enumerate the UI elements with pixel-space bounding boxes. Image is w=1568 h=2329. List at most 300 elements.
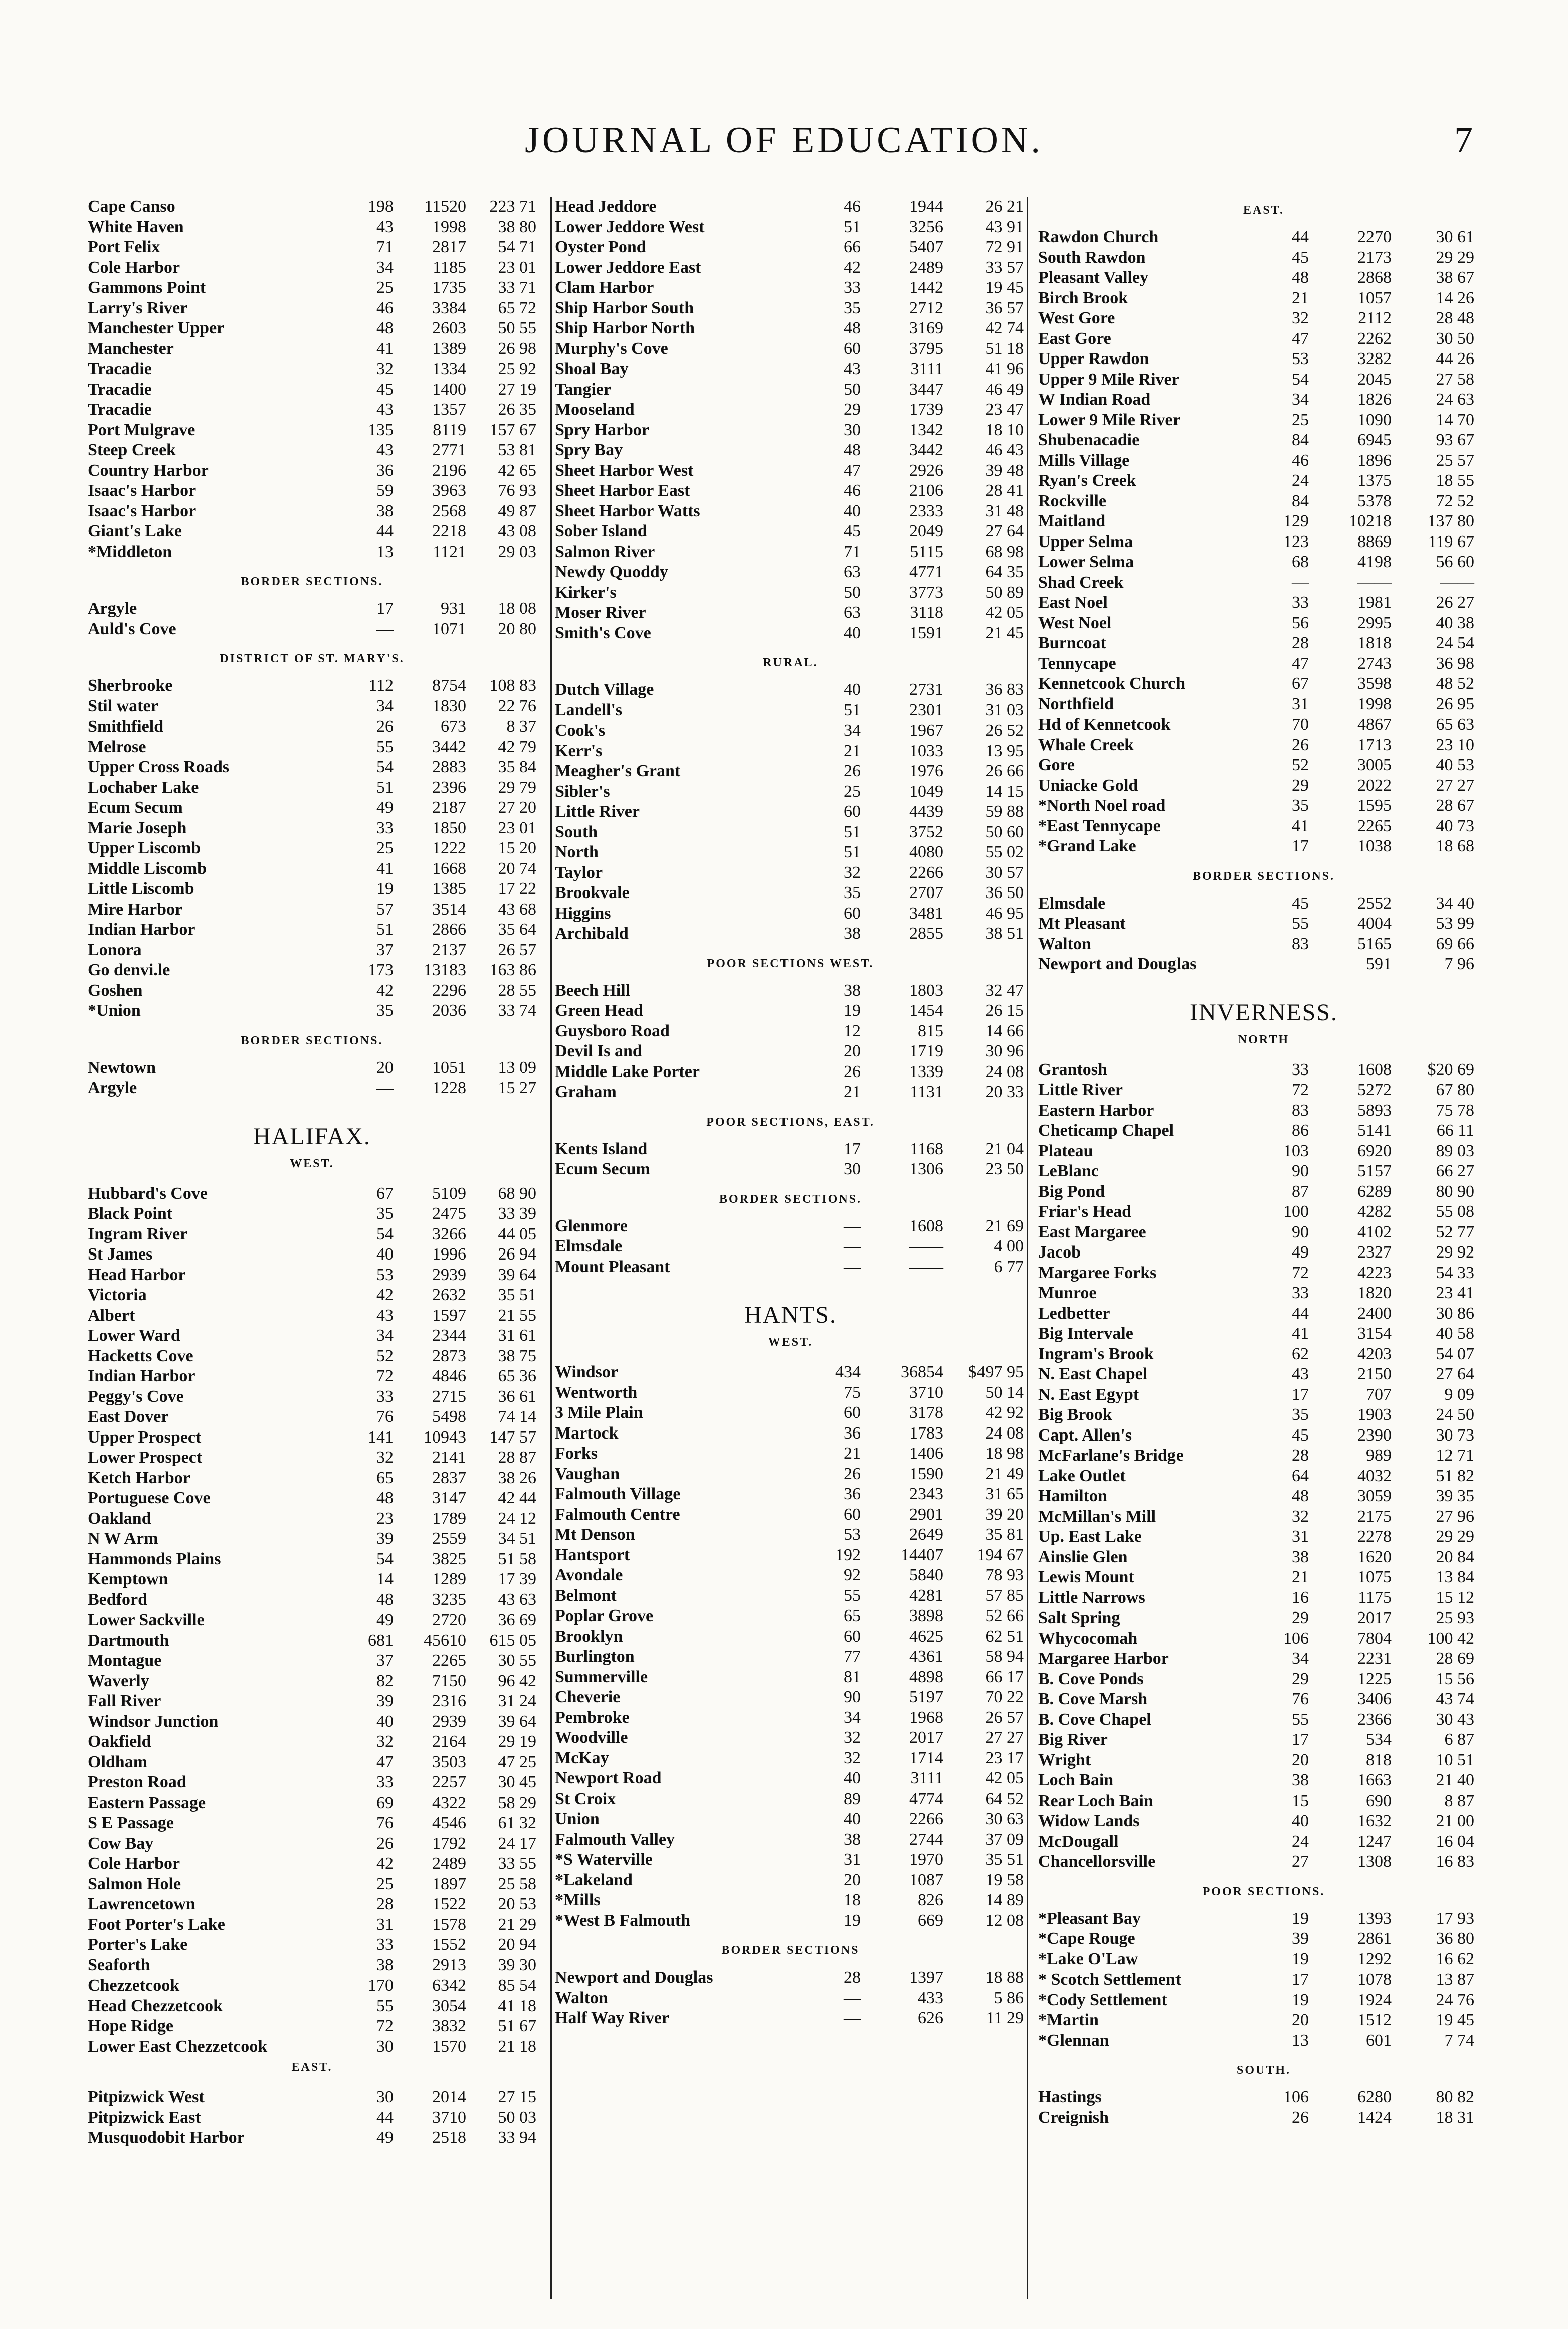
grant-amount: 26 66 bbox=[985, 762, 1024, 781]
section-name: S E Passage bbox=[88, 1815, 174, 1832]
grant-amount: 12 71 bbox=[1436, 1446, 1474, 1465]
aggregate-attendance: 1057 bbox=[1357, 288, 1392, 307]
grant-amount: 18 08 bbox=[498, 599, 536, 618]
aggregate-attendance: 931 bbox=[441, 599, 466, 618]
section-name: Lonora bbox=[88, 941, 142, 959]
grant-amount: 8 37 bbox=[506, 717, 536, 736]
aggregate-attendance: 1739 bbox=[909, 400, 943, 419]
grant-amount: 20 80 bbox=[498, 619, 536, 638]
aggregate-attendance: 2231 bbox=[1357, 1649, 1392, 1668]
section-heading: BORDER SECTIONS. bbox=[241, 575, 383, 588]
section-name: Northfield bbox=[1038, 695, 1114, 713]
table-row bbox=[88, 1488, 536, 1509]
grant-amount: 42 05 bbox=[985, 1769, 1024, 1788]
section-heading: SOUTH. bbox=[1236, 2064, 1291, 2077]
days-attended: 44 bbox=[376, 2108, 394, 2127]
grant-amount: 28 48 bbox=[1436, 309, 1474, 328]
aggregate-attendance: 1168 bbox=[910, 1139, 943, 1158]
days-attended: 49 bbox=[376, 798, 394, 817]
days-attended: 21 bbox=[1292, 1568, 1309, 1587]
section-name: South bbox=[555, 823, 598, 841]
days-attended: 40 bbox=[844, 1810, 861, 1829]
table-row bbox=[1038, 1202, 1489, 1222]
table-row bbox=[88, 1996, 536, 2017]
section-name: Kirker's bbox=[555, 584, 617, 601]
aggregate-attendance: 5407 bbox=[909, 238, 943, 257]
table-row bbox=[88, 521, 536, 542]
grant-amount: 615 05 bbox=[489, 1631, 536, 1650]
aggregate-attendance: 2164 bbox=[432, 1732, 466, 1751]
section-name: Preston Road bbox=[88, 1774, 186, 1791]
table-row bbox=[88, 2037, 536, 2057]
days-attended: 41 bbox=[1292, 816, 1309, 835]
grant-amount: 26 57 bbox=[498, 940, 536, 959]
days-attended: 38 bbox=[844, 924, 861, 943]
grant-amount: 14 89 bbox=[985, 1891, 1024, 1910]
section-name: Indian Harbor bbox=[88, 1368, 195, 1385]
table-row bbox=[1038, 1080, 1489, 1101]
aggregate-attendance: 1792 bbox=[432, 1834, 466, 1853]
table-row bbox=[1038, 1121, 1489, 1141]
aggregate-attendance: 1608 bbox=[1357, 1060, 1392, 1079]
days-attended: 32 bbox=[376, 1732, 394, 1751]
days-attended: 77 bbox=[844, 1647, 861, 1666]
aggregate-attendance: 1393 bbox=[1357, 1909, 1392, 1928]
aggregate-attendance: 1632 bbox=[1357, 1812, 1392, 1831]
table-row bbox=[555, 1236, 1026, 1257]
section-name: Sheet Harbor Watts bbox=[555, 502, 700, 520]
aggregate-attendance: 10218 bbox=[1349, 512, 1392, 531]
county-heading: INVERNESS. bbox=[1189, 999, 1338, 1026]
aggregate-attendance: 1090 bbox=[1357, 410, 1392, 429]
aggregate-attendance: 2036 bbox=[432, 1001, 466, 1020]
grant-amount: 25 92 bbox=[498, 360, 536, 379]
table-row bbox=[88, 1306, 536, 1326]
grant-amount: 53 99 bbox=[1436, 914, 1474, 933]
days-attended: 38 bbox=[1292, 1547, 1309, 1566]
section-name: Salmon River bbox=[555, 543, 655, 561]
section-name: Brooklyn bbox=[555, 1628, 623, 1645]
days-attended: 42 bbox=[376, 1286, 394, 1305]
section-name: Head Harbor bbox=[88, 1266, 186, 1284]
table-row bbox=[88, 1184, 536, 1204]
section-name: Port Felix bbox=[88, 239, 160, 256]
section-name: N. East Chapel bbox=[1038, 1366, 1148, 1383]
aggregate-attendance: 4004 bbox=[1357, 914, 1392, 933]
grant-amount: 28 87 bbox=[498, 1448, 536, 1467]
grant-amount: 26 52 bbox=[985, 721, 1024, 740]
grant-amount: 55 08 bbox=[1436, 1202, 1474, 1221]
days-attended: 37 bbox=[376, 940, 394, 959]
section-name: Mt Pleasant bbox=[1038, 915, 1126, 933]
grant-amount: 23 47 bbox=[985, 400, 1024, 419]
section-name: Windsor bbox=[555, 1364, 618, 1381]
table-row bbox=[1038, 268, 1489, 288]
days-attended: 38 bbox=[376, 1955, 394, 1975]
section-name: Sheet Harbor West bbox=[555, 462, 694, 479]
days-attended: 33 bbox=[376, 818, 394, 837]
days-attended: 32 bbox=[1292, 1507, 1309, 1526]
section-name: Spry Bay bbox=[555, 442, 623, 459]
days-attended: 63 bbox=[844, 563, 861, 582]
days-attended: 30 bbox=[376, 2088, 394, 2107]
section-name: Newdy Quoddy bbox=[555, 564, 668, 581]
grant-amount: 19 45 bbox=[1436, 2011, 1474, 2030]
grant-amount: 30 43 bbox=[1436, 1710, 1474, 1729]
section-name: McMillan's Mill bbox=[1038, 1508, 1156, 1525]
table-row bbox=[1038, 593, 1489, 613]
aggregate-attendance: 1830 bbox=[432, 696, 466, 715]
aggregate-attendance: 818 bbox=[1366, 1750, 1392, 1769]
section-name: Sober Island bbox=[555, 523, 647, 541]
days-attended: 52 bbox=[376, 1346, 394, 1365]
section-name: Indian Harbor bbox=[88, 921, 195, 939]
table-row bbox=[1038, 329, 1489, 349]
aggregate-attendance: 626 bbox=[918, 2009, 943, 2028]
days-attended: 68 bbox=[1292, 553, 1309, 572]
aggregate-attendance: 4546 bbox=[432, 1814, 466, 1833]
table-section bbox=[88, 1123, 536, 1150]
table-row bbox=[1038, 954, 1489, 975]
section-name: Shubenacadie bbox=[1038, 432, 1140, 449]
section-name: McFarlane's Bridge bbox=[1038, 1447, 1184, 1465]
table-section bbox=[88, 575, 536, 639]
aggregate-attendance: 11520 bbox=[424, 197, 466, 216]
aggregate-attendance: 534 bbox=[1366, 1730, 1392, 1749]
grant-amount: 24 12 bbox=[498, 1509, 536, 1528]
aggregate-attendance: 989 bbox=[1366, 1446, 1392, 1465]
grant-amount: 18 68 bbox=[1436, 837, 1474, 856]
section-name: Little River bbox=[555, 803, 640, 821]
days-attended: 90 bbox=[844, 1688, 861, 1707]
grant-amount: 28 69 bbox=[1436, 1649, 1474, 1668]
aggregate-attendance: 2173 bbox=[1357, 248, 1392, 267]
grant-amount: 57 85 bbox=[985, 1586, 1024, 1605]
table-row bbox=[88, 1244, 536, 1265]
section-name: Hastings bbox=[1038, 2089, 1102, 2106]
grant-amount: 21 45 bbox=[985, 623, 1024, 642]
days-attended: 26 bbox=[844, 1464, 861, 1483]
table-row bbox=[1038, 430, 1489, 451]
section-name: Ledbetter bbox=[1038, 1305, 1110, 1322]
grant-amount: 21 69 bbox=[985, 1216, 1024, 1235]
aggregate-attendance: 1397 bbox=[909, 1968, 943, 1987]
grant-amount: 39 64 bbox=[498, 1712, 536, 1731]
table-row bbox=[88, 2016, 536, 2037]
days-attended: 75 bbox=[844, 1383, 861, 1402]
aggregate-attendance: 2049 bbox=[909, 522, 943, 541]
aggregate-attendance: 3282 bbox=[1357, 349, 1392, 369]
days-attended: 20 bbox=[844, 1042, 861, 1061]
table-row bbox=[1038, 370, 1489, 390]
table-row bbox=[88, 1671, 536, 1692]
section-name: Maitland bbox=[1038, 513, 1106, 530]
aggregate-attendance: 4898 bbox=[909, 1667, 943, 1686]
table-row bbox=[1038, 227, 1489, 248]
grant-amount: 93 67 bbox=[1436, 431, 1474, 450]
table-row bbox=[1038, 491, 1489, 512]
days-attended: 106 bbox=[1283, 1629, 1309, 1648]
grant-amount: 9 09 bbox=[1444, 1385, 1474, 1404]
grant-amount: 43 08 bbox=[498, 522, 536, 541]
section-name: Sheet Harbor East bbox=[555, 482, 690, 500]
table-row bbox=[1038, 1182, 1489, 1202]
days-attended: 15 bbox=[1292, 1791, 1309, 1810]
table-row bbox=[88, 1326, 536, 1346]
section-name: South Rawdon bbox=[1038, 249, 1146, 266]
table-row bbox=[555, 1362, 1026, 1383]
aggregate-attendance: 3447 bbox=[909, 380, 943, 399]
grant-amount: 24 50 bbox=[1436, 1405, 1474, 1424]
section-name: Avondale bbox=[555, 1567, 623, 1584]
aggregate-attendance: 2873 bbox=[432, 1346, 466, 1365]
aggregate-attendance: 1175 bbox=[1358, 1588, 1392, 1607]
aggregate-attendance: 5893 bbox=[1357, 1101, 1392, 1120]
table-row bbox=[88, 676, 536, 696]
days-attended: 43 bbox=[376, 400, 394, 419]
aggregate-attendance: 1247 bbox=[1357, 1832, 1392, 1851]
days-attended: 12 bbox=[844, 1021, 861, 1040]
table-row bbox=[555, 1525, 1026, 1545]
aggregate-attendance: 2715 bbox=[432, 1387, 466, 1406]
grant-amount: 50 03 bbox=[498, 2108, 536, 2127]
table-row bbox=[555, 904, 1026, 924]
grant-amount: 59 88 bbox=[985, 802, 1024, 821]
aggregate-attendance: 2475 bbox=[432, 1204, 466, 1223]
days-attended: 53 bbox=[844, 1525, 861, 1544]
aggregate-attendance: 1663 bbox=[1357, 1771, 1392, 1790]
days-attended: 36 bbox=[844, 1423, 861, 1443]
table-row bbox=[88, 1058, 536, 1079]
grant-amount: 21 55 bbox=[498, 1306, 536, 1325]
days-attended: 48 bbox=[376, 319, 394, 338]
grant-amount: 11 29 bbox=[986, 2009, 1024, 2028]
section-name: Hantsport bbox=[555, 1546, 630, 1564]
table-row bbox=[555, 318, 1026, 339]
aggregate-attendance: 3169 bbox=[909, 319, 943, 338]
table-row bbox=[1038, 934, 1489, 955]
table-row bbox=[555, 1586, 1026, 1606]
aggregate-attendance: 4203 bbox=[1357, 1344, 1392, 1363]
grant-amount: 27 15 bbox=[498, 2088, 536, 2107]
table-section bbox=[555, 1301, 1026, 1329]
section-name: Cook's bbox=[555, 722, 606, 740]
section-heading: POOR SECTIONS, EAST. bbox=[706, 1115, 875, 1129]
grant-amount: $497 95 bbox=[968, 1363, 1024, 1382]
aggregate-attendance: 2014 bbox=[432, 2088, 466, 2107]
aggregate-attendance: 2266 bbox=[909, 863, 943, 882]
aggregate-attendance: 5840 bbox=[909, 1566, 943, 1585]
aggregate-attendance: 1228 bbox=[432, 1079, 466, 1098]
aggregate-attendance: 5197 bbox=[909, 1688, 943, 1707]
table-row bbox=[555, 1464, 1026, 1485]
days-attended: 19 bbox=[1292, 1909, 1309, 1928]
aggregate-attendance: 815 bbox=[918, 1021, 943, 1040]
aggregate-attendance: 1850 bbox=[432, 818, 466, 837]
section-name: Dutch Village bbox=[555, 681, 654, 699]
aggregate-attendance: 4771 bbox=[909, 563, 943, 582]
grant-amount: 42 79 bbox=[498, 737, 536, 756]
grant-amount: 64 35 bbox=[985, 563, 1024, 582]
aggregate-attendance: 7150 bbox=[432, 1671, 466, 1690]
grant-amount: 14 15 bbox=[985, 782, 1024, 801]
table-row bbox=[88, 217, 536, 238]
grant-amount: 52 77 bbox=[1436, 1222, 1474, 1241]
aggregate-attendance: 1668 bbox=[432, 859, 466, 878]
table-row bbox=[88, 1712, 536, 1732]
section-name: Capt. Allen's bbox=[1038, 1426, 1132, 1444]
section-name: Upper Cross Roads bbox=[88, 759, 230, 776]
section-name: Victoria bbox=[88, 1287, 147, 1304]
table-section bbox=[88, 2061, 536, 2148]
table-row bbox=[88, 278, 536, 298]
section-name: Isaac's Harbor bbox=[88, 502, 197, 520]
aggregate-attendance: 4032 bbox=[1357, 1466, 1392, 1485]
table-row bbox=[1038, 248, 1489, 268]
grant-amount: 29 79 bbox=[498, 778, 536, 797]
table-row bbox=[88, 1204, 536, 1224]
aggregate-attendance: 6342 bbox=[432, 1976, 466, 1995]
grant-amount: 35 64 bbox=[498, 920, 536, 939]
table-row bbox=[1038, 633, 1489, 654]
section-name: Kerr's bbox=[555, 742, 603, 760]
days-attended: 87 bbox=[1292, 1182, 1309, 1201]
table-row bbox=[88, 1549, 536, 1570]
table-row bbox=[555, 1647, 1026, 1667]
grant-amount: 55 02 bbox=[985, 843, 1024, 862]
grant-amount: 46 49 bbox=[985, 380, 1024, 399]
section-name: *Grand Lake bbox=[1038, 838, 1136, 855]
grant-amount: 65 72 bbox=[498, 298, 536, 317]
days-attended: 84 bbox=[1292, 491, 1309, 510]
table-row bbox=[555, 217, 1026, 238]
grant-amount: 13 84 bbox=[1436, 1568, 1474, 1587]
section-name: Shoal Bay bbox=[555, 361, 629, 378]
aggregate-attendance: 1719 bbox=[909, 1042, 943, 1061]
days-attended: 55 bbox=[1292, 1710, 1309, 1729]
aggregate-attendance: 4846 bbox=[432, 1367, 466, 1386]
aggregate-attendance: 3266 bbox=[432, 1224, 466, 1243]
section-name: Kennetcook Church bbox=[1038, 675, 1186, 693]
section-name: Widow Lands bbox=[1038, 1813, 1140, 1830]
section-name: Lake Outlet bbox=[1038, 1467, 1126, 1485]
grant-amount: 18 10 bbox=[985, 420, 1024, 439]
days-attended: 53 bbox=[376, 1265, 394, 1284]
table-row bbox=[1038, 573, 1489, 593]
days-attended: 17 bbox=[1292, 1970, 1309, 1989]
days-attended: 50 bbox=[844, 380, 861, 399]
grant-amount: 26 57 bbox=[985, 1708, 1024, 1727]
table-row bbox=[88, 359, 536, 380]
table-row bbox=[88, 1631, 536, 1651]
aggregate-attendance: 2712 bbox=[909, 298, 943, 317]
grant-amount: 37 09 bbox=[985, 1830, 1024, 1849]
aggregate-attendance: 4223 bbox=[1357, 1263, 1392, 1282]
aggregate-attendance: 2316 bbox=[432, 1692, 466, 1711]
section-heading: BORDER SECTIONS. bbox=[1192, 869, 1335, 883]
section-name: North bbox=[555, 844, 599, 861]
section-heading: POOR SECTIONS WEST. bbox=[707, 957, 874, 970]
table-row bbox=[1038, 1060, 1489, 1081]
aggregate-attendance: 3442 bbox=[432, 737, 466, 756]
table-section bbox=[555, 1193, 1026, 1278]
table-section bbox=[555, 656, 1026, 944]
days-attended: 65 bbox=[376, 1468, 394, 1487]
section-name: N W Arm bbox=[88, 1530, 158, 1548]
days-attended: 54 bbox=[376, 1549, 394, 1568]
section-name: Auld's Cove bbox=[88, 620, 176, 638]
section-name: *Middleton bbox=[88, 543, 172, 561]
days-attended: 39 bbox=[376, 1529, 394, 1548]
days-attended: 36 bbox=[844, 1485, 861, 1504]
days-attended: 24 bbox=[1292, 1832, 1309, 1851]
days-attended: 33 bbox=[844, 278, 861, 297]
section-name: Cape Canso bbox=[88, 198, 175, 216]
grant-amount: 24 17 bbox=[498, 1834, 536, 1853]
aggregate-attendance: 2649 bbox=[909, 1525, 943, 1544]
section-name: Mount Pleasant bbox=[555, 1258, 670, 1276]
page-number: 7 bbox=[1454, 120, 1473, 161]
section-name: Upper Selma bbox=[1038, 533, 1133, 551]
aggregate-attendance: 2266 bbox=[909, 1810, 943, 1829]
section-name: Marie Joseph bbox=[88, 819, 187, 837]
section-name: Kents Island bbox=[555, 1140, 648, 1158]
aggregate-attendance: 1818 bbox=[1357, 634, 1392, 653]
days-attended: 90 bbox=[1292, 1162, 1309, 1181]
section-name: Kemptown bbox=[88, 1571, 168, 1588]
days-attended: 26 bbox=[1292, 735, 1309, 754]
section-heading: EAST. bbox=[1243, 204, 1284, 217]
column-left bbox=[88, 197, 536, 2299]
days-attended: 50 bbox=[844, 583, 861, 602]
aggregate-attendance: 1591 bbox=[909, 623, 943, 642]
days-attended: 17 bbox=[844, 1139, 861, 1158]
days-attended: 65 bbox=[844, 1606, 861, 1626]
aggregate-attendance: 1552 bbox=[432, 1935, 466, 1954]
table-row bbox=[88, 1752, 536, 1773]
section-name: Oakfield bbox=[88, 1733, 151, 1751]
grant-amount: 40 38 bbox=[1436, 613, 1474, 632]
aggregate-attendance: 1038 bbox=[1357, 837, 1392, 856]
grant-amount: 12 08 bbox=[985, 1911, 1024, 1930]
aggregate-attendance: 1620 bbox=[1357, 1547, 1392, 1566]
aggregate-attendance: 2400 bbox=[1357, 1304, 1392, 1323]
table-row bbox=[1038, 1242, 1489, 1263]
aggregate-attendance: 5141 bbox=[1357, 1121, 1392, 1140]
grant-amount: 25 58 bbox=[498, 1874, 536, 1893]
aggregate-attendance: 1967 bbox=[909, 721, 943, 740]
section-name: *West B Falmouth bbox=[555, 1912, 691, 1929]
table-row bbox=[555, 782, 1026, 802]
aggregate-attendance: 1289 bbox=[432, 1570, 466, 1589]
days-attended: 25 bbox=[1292, 410, 1309, 429]
section-name: Plateau bbox=[1038, 1142, 1093, 1160]
days-attended: 33 bbox=[1292, 1284, 1309, 1303]
aggregate-attendance: 1996 bbox=[432, 1245, 466, 1264]
grant-amount: 31 65 bbox=[985, 1485, 1024, 1504]
table-row bbox=[1038, 1750, 1489, 1771]
table-row bbox=[555, 2008, 1026, 2029]
grant-amount: 65 63 bbox=[1436, 715, 1474, 734]
grant-amount: 21 04 bbox=[985, 1139, 1024, 1158]
table-row bbox=[88, 1854, 536, 1874]
table-section bbox=[1038, 870, 1489, 975]
table-row bbox=[88, 237, 536, 258]
aggregate-attendance: 4361 bbox=[909, 1647, 943, 1666]
section-name: Munroe bbox=[1038, 1285, 1097, 1302]
table-section bbox=[1038, 204, 1489, 857]
grant-amount: 33 55 bbox=[498, 1854, 536, 1873]
